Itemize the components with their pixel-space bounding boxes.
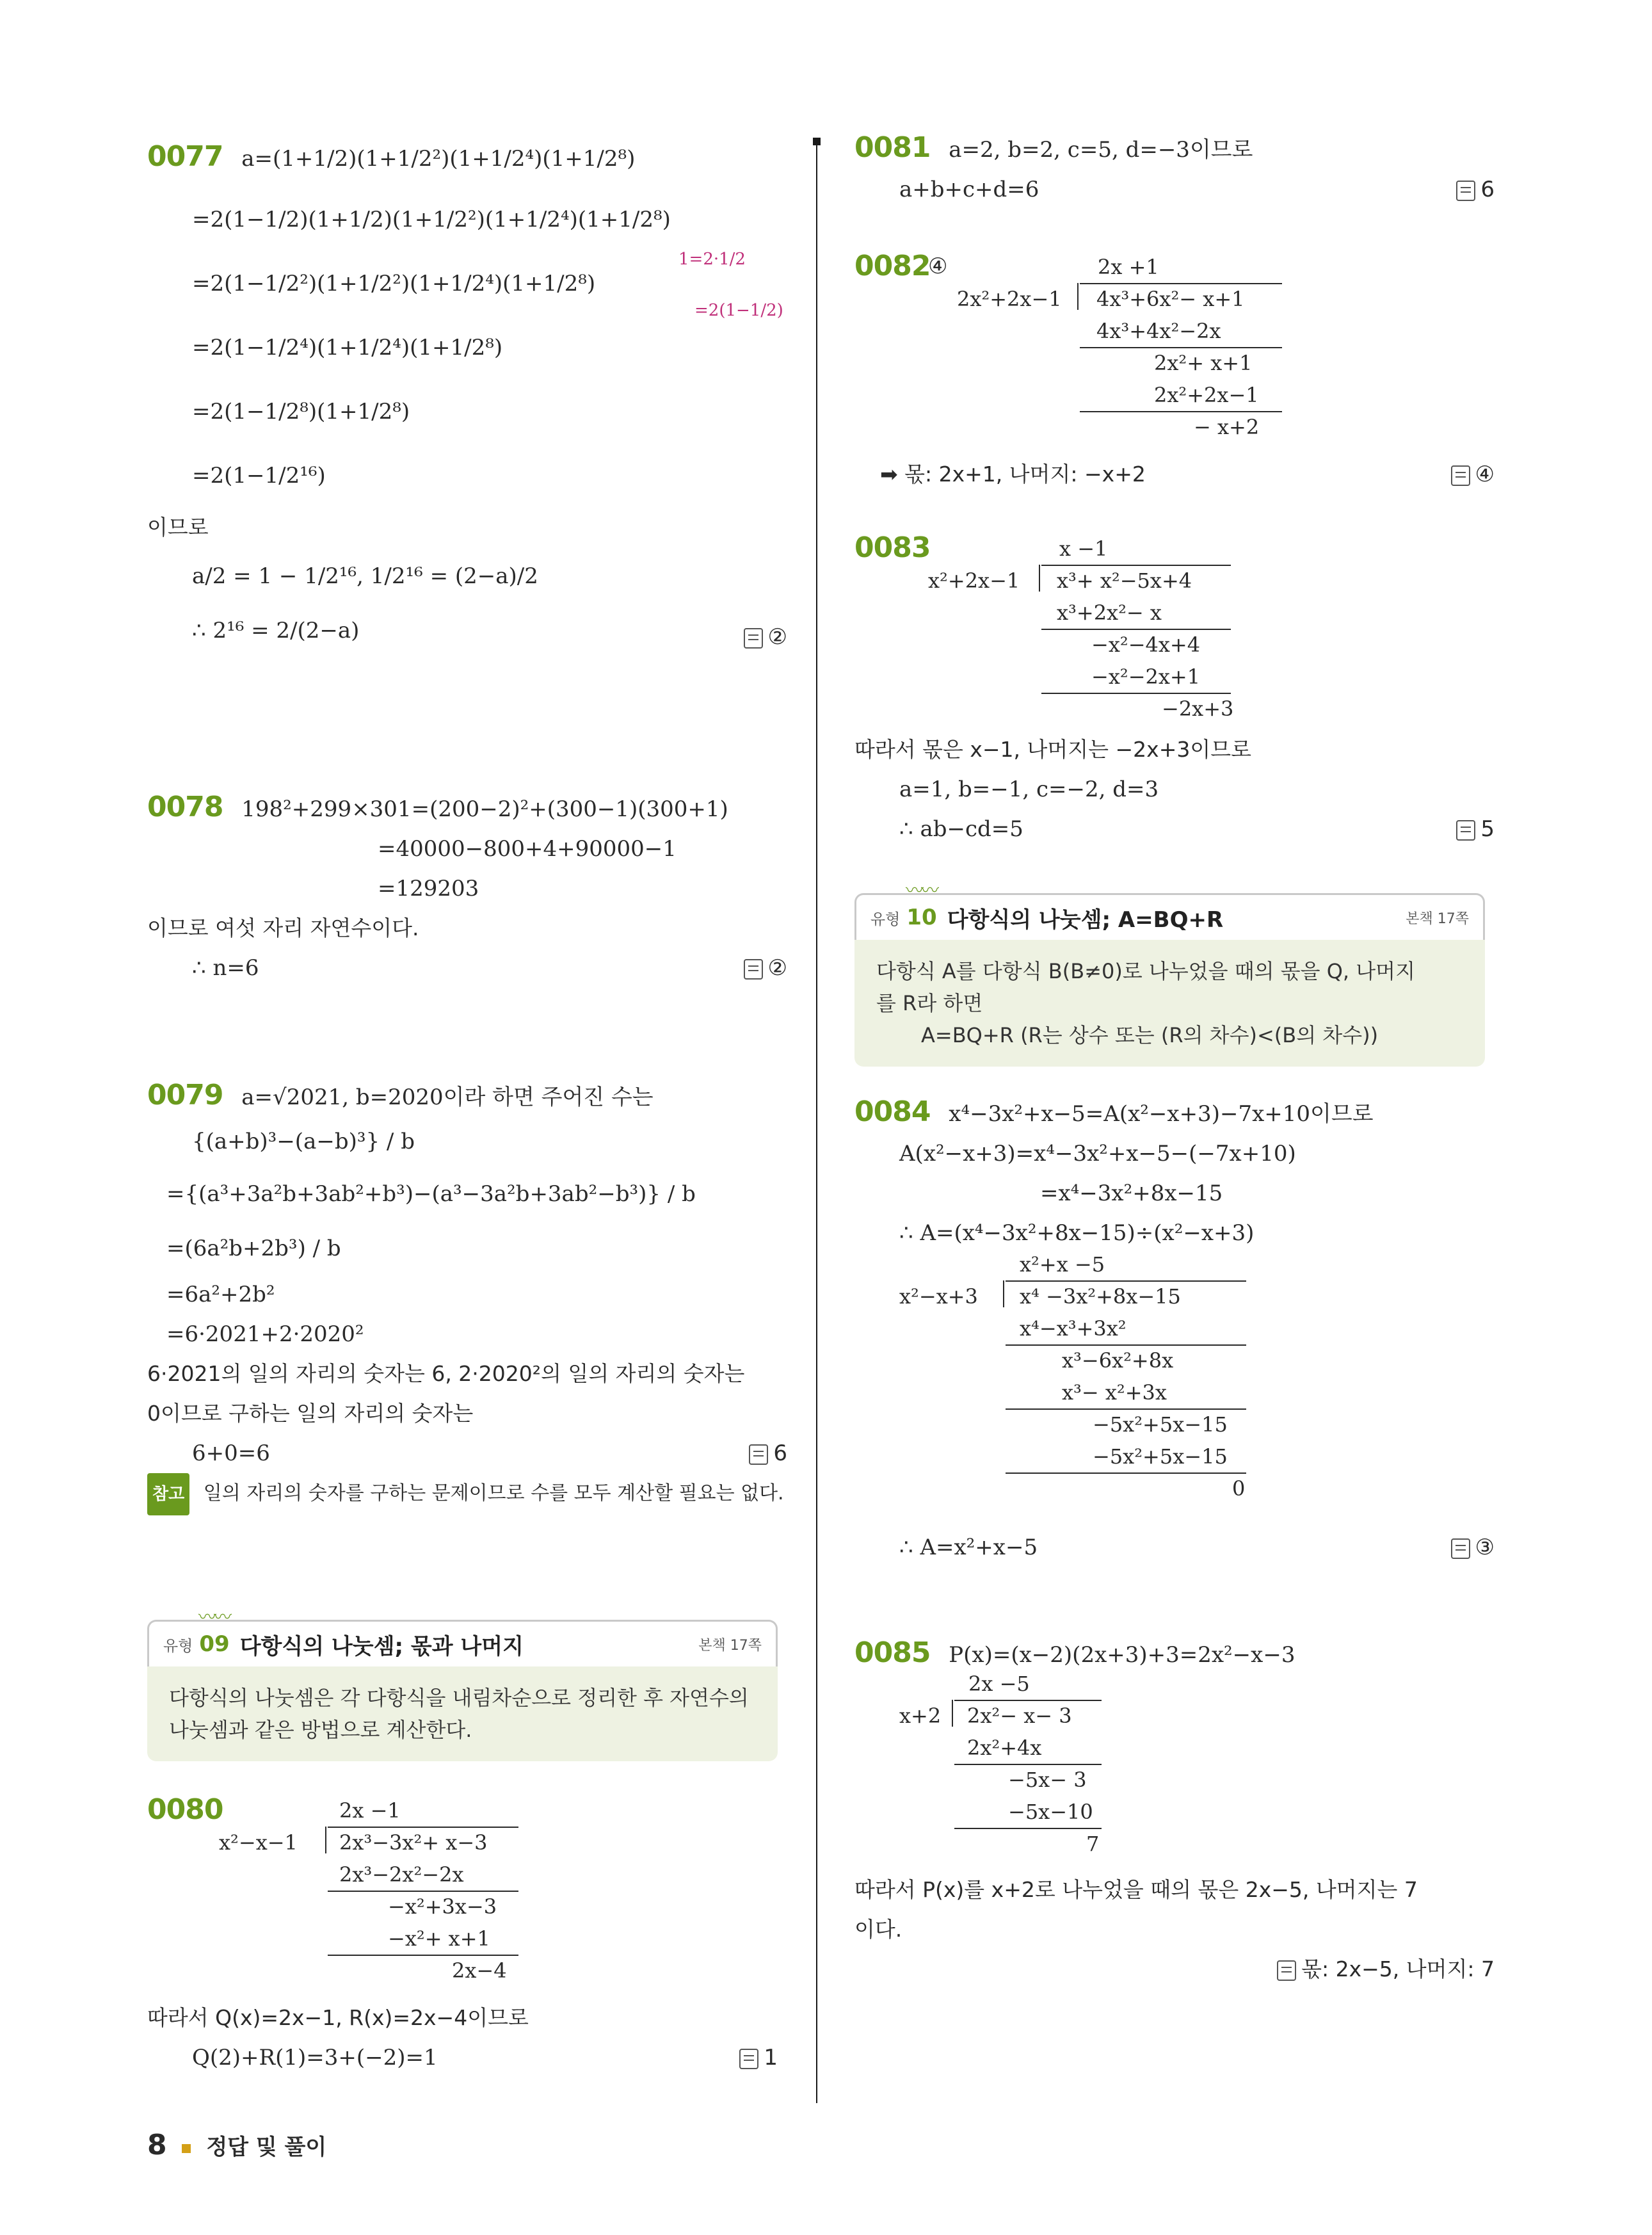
division-step: 2x³−2x²−2x [339,1862,464,1887]
division-remainder: − x+2 [1194,415,1260,439]
long-division [854,1672,1495,1876]
division-step: x³−6x²+8x [1062,1348,1174,1373]
type-text: 다항식의 나눗셈은 각 다항식을 내림차순으로 정리한 후 자연수의 [169,1686,749,1710]
text-line: 6·2021의 일의 자리의 숫자는 6, 2·2020²의 일의 자리의 숫자는 [147,1361,745,1386]
equation-line: a=(1+1/2)(1+1/2²)(1+1/2⁴)(1+1/2⁸) [241,146,636,172]
quotient: 2x −1 [339,1798,401,1823]
note-tag: 참고 [147,1473,189,1515]
equation-line: =6a²+2b² [166,1282,275,1307]
type-box-09 [147,1606,778,1761]
page-reference: 본책 17쪽 [1406,910,1469,927]
long-division [854,1252,1495,1521]
equation-line: a=1, b=−1, c=−2, d=3 [899,777,1159,802]
answer-mark: 1 [739,2038,778,2078]
equation-line: 6+0=6 [192,1440,270,1466]
divisor: 2x²+2x−1 [957,287,1062,311]
type-label: 유형 [870,910,901,928]
type-title: 다항식의 나눗셈; A=BQ+R [947,907,1224,933]
long-division [854,250,1495,461]
equation-line: ∴ n=6 [192,955,259,981]
problem-0084 [854,1092,1495,1579]
division-remainder: 0 [1232,1476,1246,1501]
division-step: −5x²+5x−15 [1093,1444,1228,1469]
right-column [854,128,1495,1992]
equation-line: =2(1−1/2⁸)(1+1/2⁸) [192,399,410,424]
footer-title: 정답 및 풀이 [206,2134,327,2160]
divider-marker [813,138,821,145]
answer-icon [1451,465,1470,486]
problem-number: 0080 [147,1793,223,1826]
division-remainder: 7 [1086,1832,1100,1856]
equation-line: ={(a³+3a²b+3ab²+b³)−(a³−3a²b+3ab²−b³)} / b [166,1181,696,1207]
type-number: 10 [906,905,937,930]
dividend: 4x³+6x²− x+1 [1096,287,1245,311]
answer-icon [739,2049,758,2069]
problem-number: 0081 [854,131,931,164]
division-step: −5x− 3 [1008,1768,1087,1792]
type-header [854,893,1485,940]
equation-line: x⁴−3x²+x−5=A(x²−x+3)−7x+10이므로 [949,1101,1374,1127]
equation-line: =x⁴−3x²+8x−15 [1040,1181,1223,1206]
equation-line: =2(1−1/2²)(1+1/2²)(1+1/2⁴)(1+1/2⁸) [192,271,596,296]
square-bullet-icon [182,2144,191,2153]
divisor: x+2 [899,1704,942,1728]
answer-mark: 몫: 2x−5, 나머지: 7 [1277,1949,1495,1989]
divisor: x²−x+3 [899,1284,978,1309]
equation-line: a+b+c+d=6 [899,177,1039,202]
type-title: 다항식의 나눗셈; 몫과 나머지 [239,1633,524,1659]
type-formula: A=BQ+R (R는 상수 또는 (R의 차수)<(B의 차수)) [921,1023,1379,1047]
problem-number: 0083 [854,531,931,564]
equation-line: =40000−800+4+90000−1 [378,836,677,862]
answer-icon [744,959,763,980]
long-division [147,1793,659,1998]
long-division [854,531,1495,736]
type-label: 유형 [163,1636,193,1655]
problem-0080 [147,1793,787,2075]
problem-0085 [854,1633,1495,1992]
division-step: −5x²+5x−15 [1093,1412,1228,1437]
type-description [147,1666,778,1761]
page-number: 8 [147,2129,167,2161]
equation-line: 198²+299×301=(200−2)²+(300−1)(300+1) [241,796,728,822]
answer-icon [749,1444,768,1465]
division-step: 2x²+ x+1 [1154,351,1253,375]
answer-mark: 6 [749,1433,787,1473]
quotient: x −1 [1059,537,1108,561]
problem-number: 0078 [147,791,223,823]
divisor: x²−x−1 [219,1830,298,1855]
division-step: 4x³+4x²−2x [1096,319,1221,343]
division-step: x³− x²+3x [1062,1380,1167,1405]
equation-line: a=2, b=2, c=5, d=−3이므로 [949,137,1253,163]
equation-line: A(x²−x+3)=x⁴−3x²+x−5−(−7x+10) [899,1141,1296,1166]
text-line: 따라서 몫은 x−1, 나머지는 −2x+3이므로 [854,737,1251,762]
equation-line: =2(1−1/2¹⁶) [192,463,326,488]
dividend: x⁴ −3x²+8x−15 [1020,1284,1181,1309]
problem-number: 0077 [147,140,223,173]
problem-number: 0082 [854,250,931,282]
equation-line: a=√2021, b=2020이라 하면 주어진 수는 [241,1085,654,1110]
equation-line: ∴ A=(x⁴−3x²+8x−15)÷(x²−x+3) [899,1220,1255,1246]
division-step: x⁴−x³+3x² [1020,1316,1127,1341]
division-step: −x²+3x−3 [388,1894,497,1919]
type-text: 다항식 A를 다항식 B(B≠0)로 나누었을 때의 몫을 Q, 나머지 [876,959,1416,983]
dividend: 2x³−3x²+ x−3 [339,1830,488,1855]
answer-icon [1456,820,1475,841]
equation-line: ∴ 2¹⁶ = 2/(2−a) [192,618,360,643]
answer-icon [744,628,763,649]
problem-0077 [147,128,787,704]
answer-mark: ④ [1451,455,1495,494]
answer-icon [1456,181,1475,201]
problem-0082 [854,250,1495,519]
type-box-10 [854,880,1485,1067]
type-text: 를 R라 하면 [876,991,983,1015]
equation-line: =6·2021+2·2020² [166,1321,364,1347]
answer-icon [1451,1538,1470,1559]
problem-number: 0084 [854,1095,931,1128]
note-text: 일의 자리의 숫자를 구하는 문제이므로 수를 모두 계산할 필요는 없다. [203,1482,784,1505]
type-number: 09 [199,1631,230,1657]
type-description [854,940,1485,1067]
answer-mark: 5 [1456,809,1495,849]
answer-mark: ③ [1451,1528,1495,1567]
problem-number: 0085 [854,1636,931,1669]
type-header [147,1620,778,1666]
wave-icon: 〰〰 [198,1606,230,1627]
quotient: 2x +1 [1098,255,1159,279]
annotation-note: =2(1−1/2) [694,301,783,320]
equation-line: ∴ ab−cd=5 [899,816,1023,842]
text-line: 0이므로 구하는 일의 자리의 숫자는 [147,1401,474,1426]
equation-line: a/2 = 1 − 1/2¹⁶, 1/2¹⁶ = (2−a)/2 [192,563,538,589]
choice-mark: ④ [928,254,948,279]
answer-mark: 6 [1456,170,1495,209]
division-step: −x²+ x+1 [388,1926,490,1951]
type-text: 나눗셈과 같은 방법으로 계산한다. [169,1718,472,1742]
column-divider [816,138,817,2103]
equation-line: ∴ A=x²+x−5 [899,1535,1038,1560]
equation-line: =2(1−1/2⁴)(1+1/2⁴)(1+1/2⁸) [192,335,503,360]
division-step: 2x²+4x [967,1736,1042,1760]
page-footer [147,2129,326,2161]
answer-mark: ② [744,948,787,988]
text-line: 이므로 [147,515,209,540]
problem-0083 [854,531,1495,851]
divisor: x²+2x−1 [928,569,1020,593]
division-step: −x²−4x+4 [1091,633,1201,657]
problem-0079 [147,1076,787,1549]
left-column [147,128,787,2075]
equation-line: =(6a²b+2b³) / b [166,1236,341,1261]
division-step: 2x²+2x−1 [1154,383,1259,407]
problem-number: 0079 [147,1079,223,1111]
quotient: 2x −5 [968,1672,1030,1696]
problem-0078 [147,787,787,992]
equation-line: {(a+b)³−(a−b)³} / b [192,1129,415,1154]
equation-line: P(x)=(x−2)(2x+3)+3=2x²−x−3 [949,1642,1295,1668]
division-step: x³+2x²− x [1057,601,1162,625]
problem-0081 [854,128,1495,218]
result-line: ➡ 몫: 2x+1, 나머지: −x+2 [880,462,1146,487]
division-remainder: 2x−4 [452,1958,507,1983]
page-reference: 본책 17쪽 [698,1637,762,1654]
text-line: 따라서 P(x)를 x+2로 나누었을 때의 몫은 2x−5, 나머지는 7 [854,1877,1418,1902]
answer-mark: ② [744,611,787,663]
dividend: 2x²− x− 3 [967,1704,1072,1728]
division-step: −x²−2x+1 [1091,665,1201,689]
answer-icon [1277,1960,1296,1981]
text-line: 이다. [854,1917,902,1942]
text-line: 이므로 여섯 자리 자연수이다. [147,916,419,940]
division-step: −5x−10 [1008,1800,1093,1824]
equation-line: Q(2)+R(1)=3+(−2)=1 [192,2045,438,2070]
equation-line: =129203 [378,876,479,901]
quotient: x²+x −5 [1020,1252,1105,1277]
text-line: 따라서 Q(x)=2x−1, R(x)=2x−4이므로 [147,2005,529,2030]
equation-line: =2(1−1/2)(1+1/2)(1+1/2²)(1+1/2⁴)(1+1/2⁸) [192,207,671,232]
annotation-note: 1=2·1/2 [678,250,746,269]
wave-icon: 〰〰 [906,880,937,901]
dividend: x³+ x²−5x+4 [1057,569,1192,593]
division-remainder: −2x+3 [1162,697,1234,721]
